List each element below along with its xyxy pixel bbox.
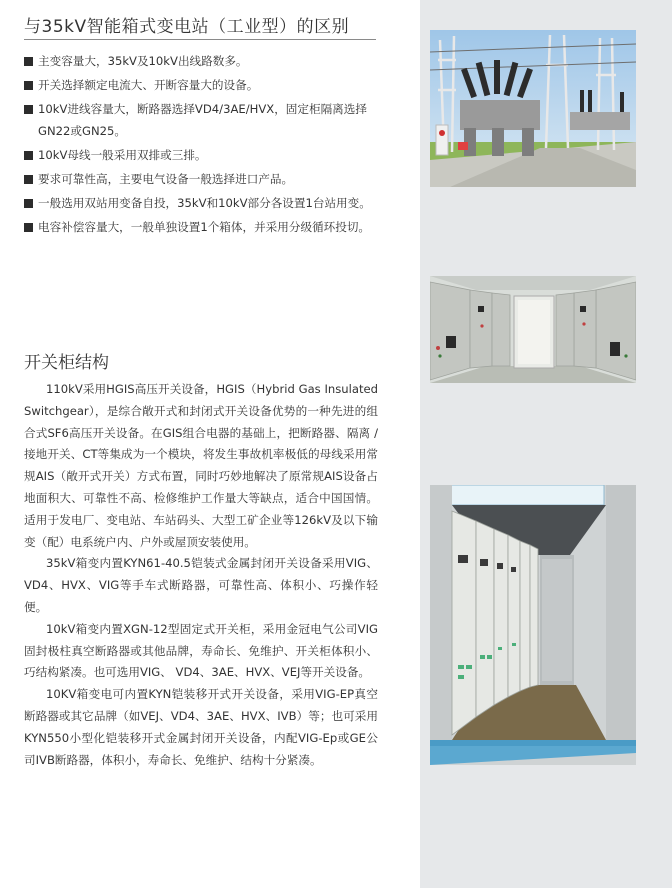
bullet-list (24, 51, 382, 241)
paragraph: 35kV箱变内置KYN61-40.5铠装式金属封闭开关设备采用VIG、VD4、HVX、VIG等手车式断路器，可靠性高、体积小、巧操作轻便。 (24, 556, 378, 614)
square-bullet-icon (24, 105, 33, 114)
switchgear-corridor-photo (430, 485, 636, 765)
square-bullet-icon (24, 81, 33, 90)
bullet-item: 10kV进线容量大，断路器选择VD4/3AE/HVX，固定柜隔离选择GN22或GN25。 (24, 99, 382, 142)
switchgear-description (24, 379, 378, 771)
substation-photo (430, 30, 636, 187)
bullet-item: 要求可靠性高，主要电气设备一般选择进口产品。 (24, 169, 382, 191)
paragraph: 110kV采用HGIS高压开关设备，HGIS（Hybrid Gas Insulated Switchgear），是综合敞开式和封闭式开关设备优势的一种先进的组合式SF6高压开关设备。在GIS组合电器的基础上，把断路器、隔离 / 接地开关、CT等集成为一个模块，将发生事故机率极低的母线采用常规AIS（敞开式开关）方式布置，同时巧妙地解决了原常规AIS设备占地面积大、可靠性不高、检修维护工作量大等缺点，适合中国国情。适用于发电厂、变电站、车站码头、大型工矿企业等126kV及以下输变（配）电系统户内、户外或屋顶安装使用。 (24, 382, 378, 549)
bullet-item: 开关选择额定电流大、开断容量大的设备。 (24, 75, 382, 97)
square-bullet-icon (24, 199, 33, 208)
bullet-item: 一般选用双站用变备自投，35kV和10kV部分各设置1台站用变。 (24, 193, 382, 215)
paragraph: 10kV箱变内置XGN-12型固定式开关柜，采用金冠电气公司VIG固封极柱真空断路器或其他品牌，寿命长、免维护、开关柜体积小、巧结构紧凑。也可选用VIG、 VD4、3AE、HVX、VEJ等开关设备。 (24, 621, 378, 680)
section-title-switchgear: 开关柜结构 (24, 353, 109, 373)
section-title-differences: 与35kV智能箱式变电站（工业型）的区别 (24, 17, 350, 37)
square-bullet-icon (24, 57, 33, 66)
bullet-item: 主变容量大，35kV及10kV出线路数多。 (24, 51, 382, 73)
title-divider (24, 39, 376, 40)
square-bullet-icon (24, 175, 33, 184)
control-room-photo (430, 276, 636, 383)
square-bullet-icon (24, 223, 33, 232)
square-bullet-icon (24, 151, 33, 160)
bullet-item: 10kV母线一般采用双排或三排。 (24, 145, 382, 167)
paragraph: 10KV箱变电可内置KYN铠装移开式开关设备，采用VIG-EP真空断路器或其它品牌（如VEJ、VD4、3AE、HVX、IVB）等；也可采用KYN550小型化铠装移开式金属封闭开关设备，内配VIG-Ep或GE公司IVB断路器，体积小，寿命长、免维护、结构十分紧凑。 (24, 687, 378, 767)
bullet-item: 电容补偿容量大，一般单独设置1个箱体，并采用分级循环投切。 (24, 217, 382, 239)
